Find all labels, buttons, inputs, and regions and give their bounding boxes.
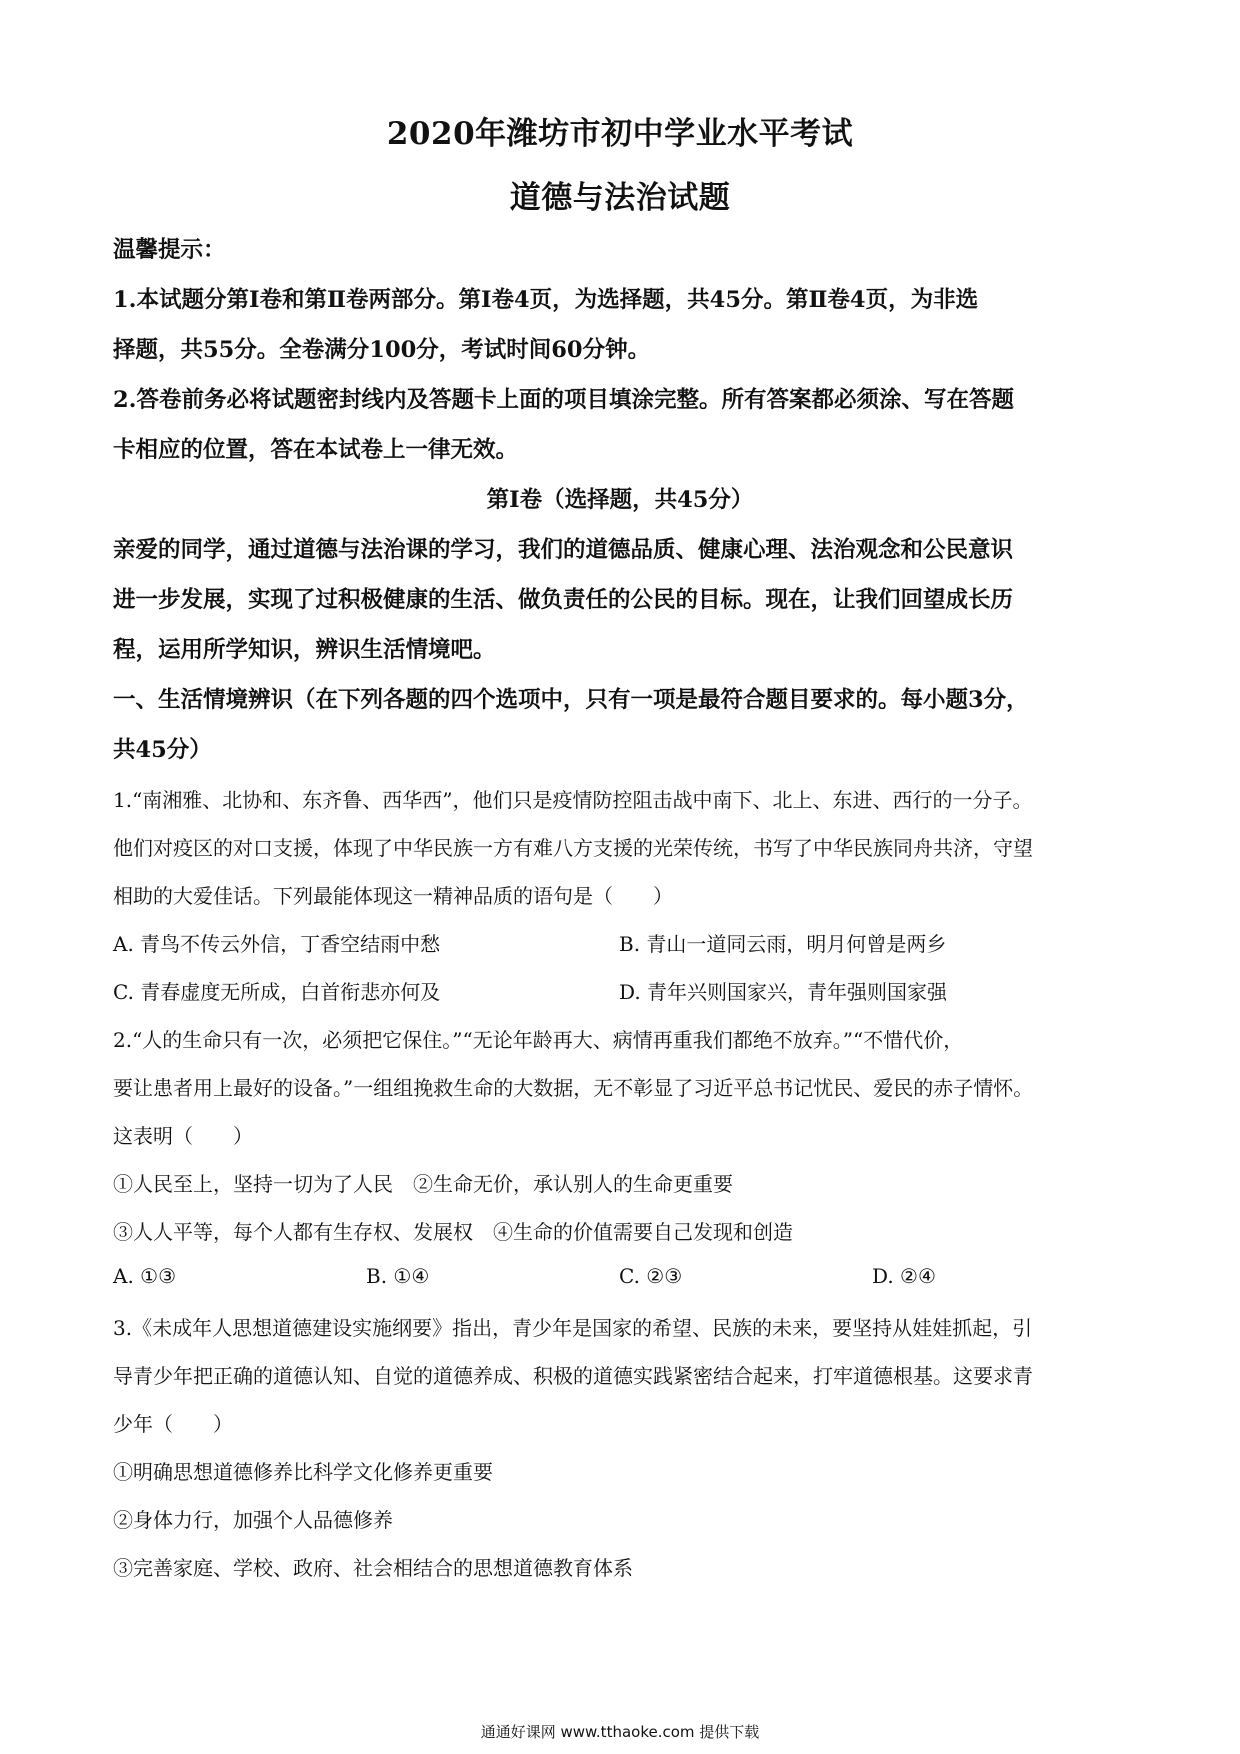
- q2-stem-line2: 要让患者用上最好的设备。”一组组挽救生命的大数据，无不彰显了习近平总书记忧民、爱民的赤子情怀。: [113, 1076, 1034, 1100]
- q3-stem-line3: 少年（ ）: [113, 1412, 233, 1436]
- q2-option-c: C. ②③: [619, 1264, 683, 1288]
- notice-item1-line1: 1.本试题分第Ⅰ卷和第Ⅱ卷两部分。第Ⅰ卷4页，为选择题，共45分。第Ⅱ卷4页，为非选: [113, 287, 979, 313]
- q2-option-a: A. ①③: [113, 1264, 177, 1288]
- q1-option-d: D. 青年兴则国家兴，青年强则国家强: [619, 980, 948, 1004]
- exam-title: 2020年潍坊市初中学业水平考试: [386, 116, 854, 152]
- q3-stem-line1: 3.《未成年人思想道德建设实施纲要》指出，青少年是国家的希望、民族的未来，要坚持从娃娃抓起，引: [113, 1316, 1033, 1340]
- q2-option-d: D. ②④: [872, 1264, 936, 1288]
- q1-stem-line3: 相助的大爱佳话。下列最能体现这一精神品质的语句是（ ）: [113, 884, 673, 908]
- q2-statements-line1: ①人民至上，坚持一切为了人民 ②生命无价，承认别人的生命更重要: [113, 1172, 733, 1196]
- q3-statement-1: ①明确思想道德修养比科学文化修养更重要: [113, 1460, 493, 1484]
- q2-stem-line3: 这表明（ ）: [113, 1124, 253, 1148]
- section-intro-line3: 程，运用所学知识，辨识生活情境吧。: [113, 637, 496, 663]
- q3-statement-2: ②身体力行，加强个人品德修养: [113, 1508, 393, 1532]
- q3-stem-line2: 导青少年把正确的道德认知、自觉的道德养成、积极的道德实践紧密结合起来，打牢道德根基。这要求青: [113, 1364, 1033, 1388]
- exam-subtitle: 道德与法治试题: [509, 180, 731, 216]
- notice-item2-line1: 2.答卷前务必将试题密封线内及答题卡上面的项目填涂完整。所有答案都必须涂、写在答题: [113, 387, 1014, 413]
- section-title: 第Ⅰ卷（选择题，共45分）: [486, 487, 754, 513]
- q2-option-b: B. ①④: [366, 1264, 430, 1288]
- q1-stem-line2: 他们对疫区的对口支援，体现了中华民族一方有难八方支援的光荣传统，书写了中华民族同舟共济，守望: [113, 836, 1033, 860]
- q1-stem-line1: 1.“南湘雅、北协和、东齐鲁、西华西”，他们只是疫情防控阻击战中南下、北上、东进、西行的一分子。: [113, 788, 1033, 812]
- page-footer: 通通好课网 www.tthaoke.com 提供下载: [480, 1723, 760, 1741]
- part-heading-line2: 共45分）: [113, 737, 212, 763]
- q2-statements-line2: ③人人平等，每个人都有生存权、发展权 ④生命的价值需要自己发现和创造: [113, 1220, 793, 1244]
- section-intro-line2: 进一步发展，实现了过积极健康的生活、做负责任的公民的目标。现在，让我们回望成长历: [113, 587, 1014, 613]
- q1-option-c: C. 青春虚度无所成，白首衔悲亦何及: [113, 980, 441, 1004]
- notice-item1-line2: 择题，共55分。全卷满分100分，考试时间60分钟。: [113, 337, 651, 363]
- part-heading-line1: 一、生活情境辨识（在下列各题的四个选项中，只有一项是最符合题目要求的。每小题3分，: [113, 687, 1029, 713]
- notice-heading: 温馨提示：: [113, 237, 226, 263]
- q1-option-b: B. 青山一道同云雨，明月何曾是两乡: [619, 932, 947, 956]
- section-intro-line1: 亲爱的同学，通过道德与法治课的学习，我们的道德品质、健康心理、法治观念和公民意识: [113, 537, 1014, 563]
- q1-option-a: A. 青鸟不传云外信，丁香空结雨中愁: [113, 932, 441, 956]
- q3-statement-3: ③完善家庭、学校、政府、社会相结合的思想道德教育体系: [113, 1556, 633, 1580]
- notice-item2-line2: 卡相应的位置，答在本试卷上一律无效。: [113, 437, 519, 463]
- q2-stem-line1: 2.“人的生命只有一次，必须把它保住。”“无论年龄再大、病情再重我们都绝不放弃。”“不惜代价，: [113, 1028, 964, 1052]
